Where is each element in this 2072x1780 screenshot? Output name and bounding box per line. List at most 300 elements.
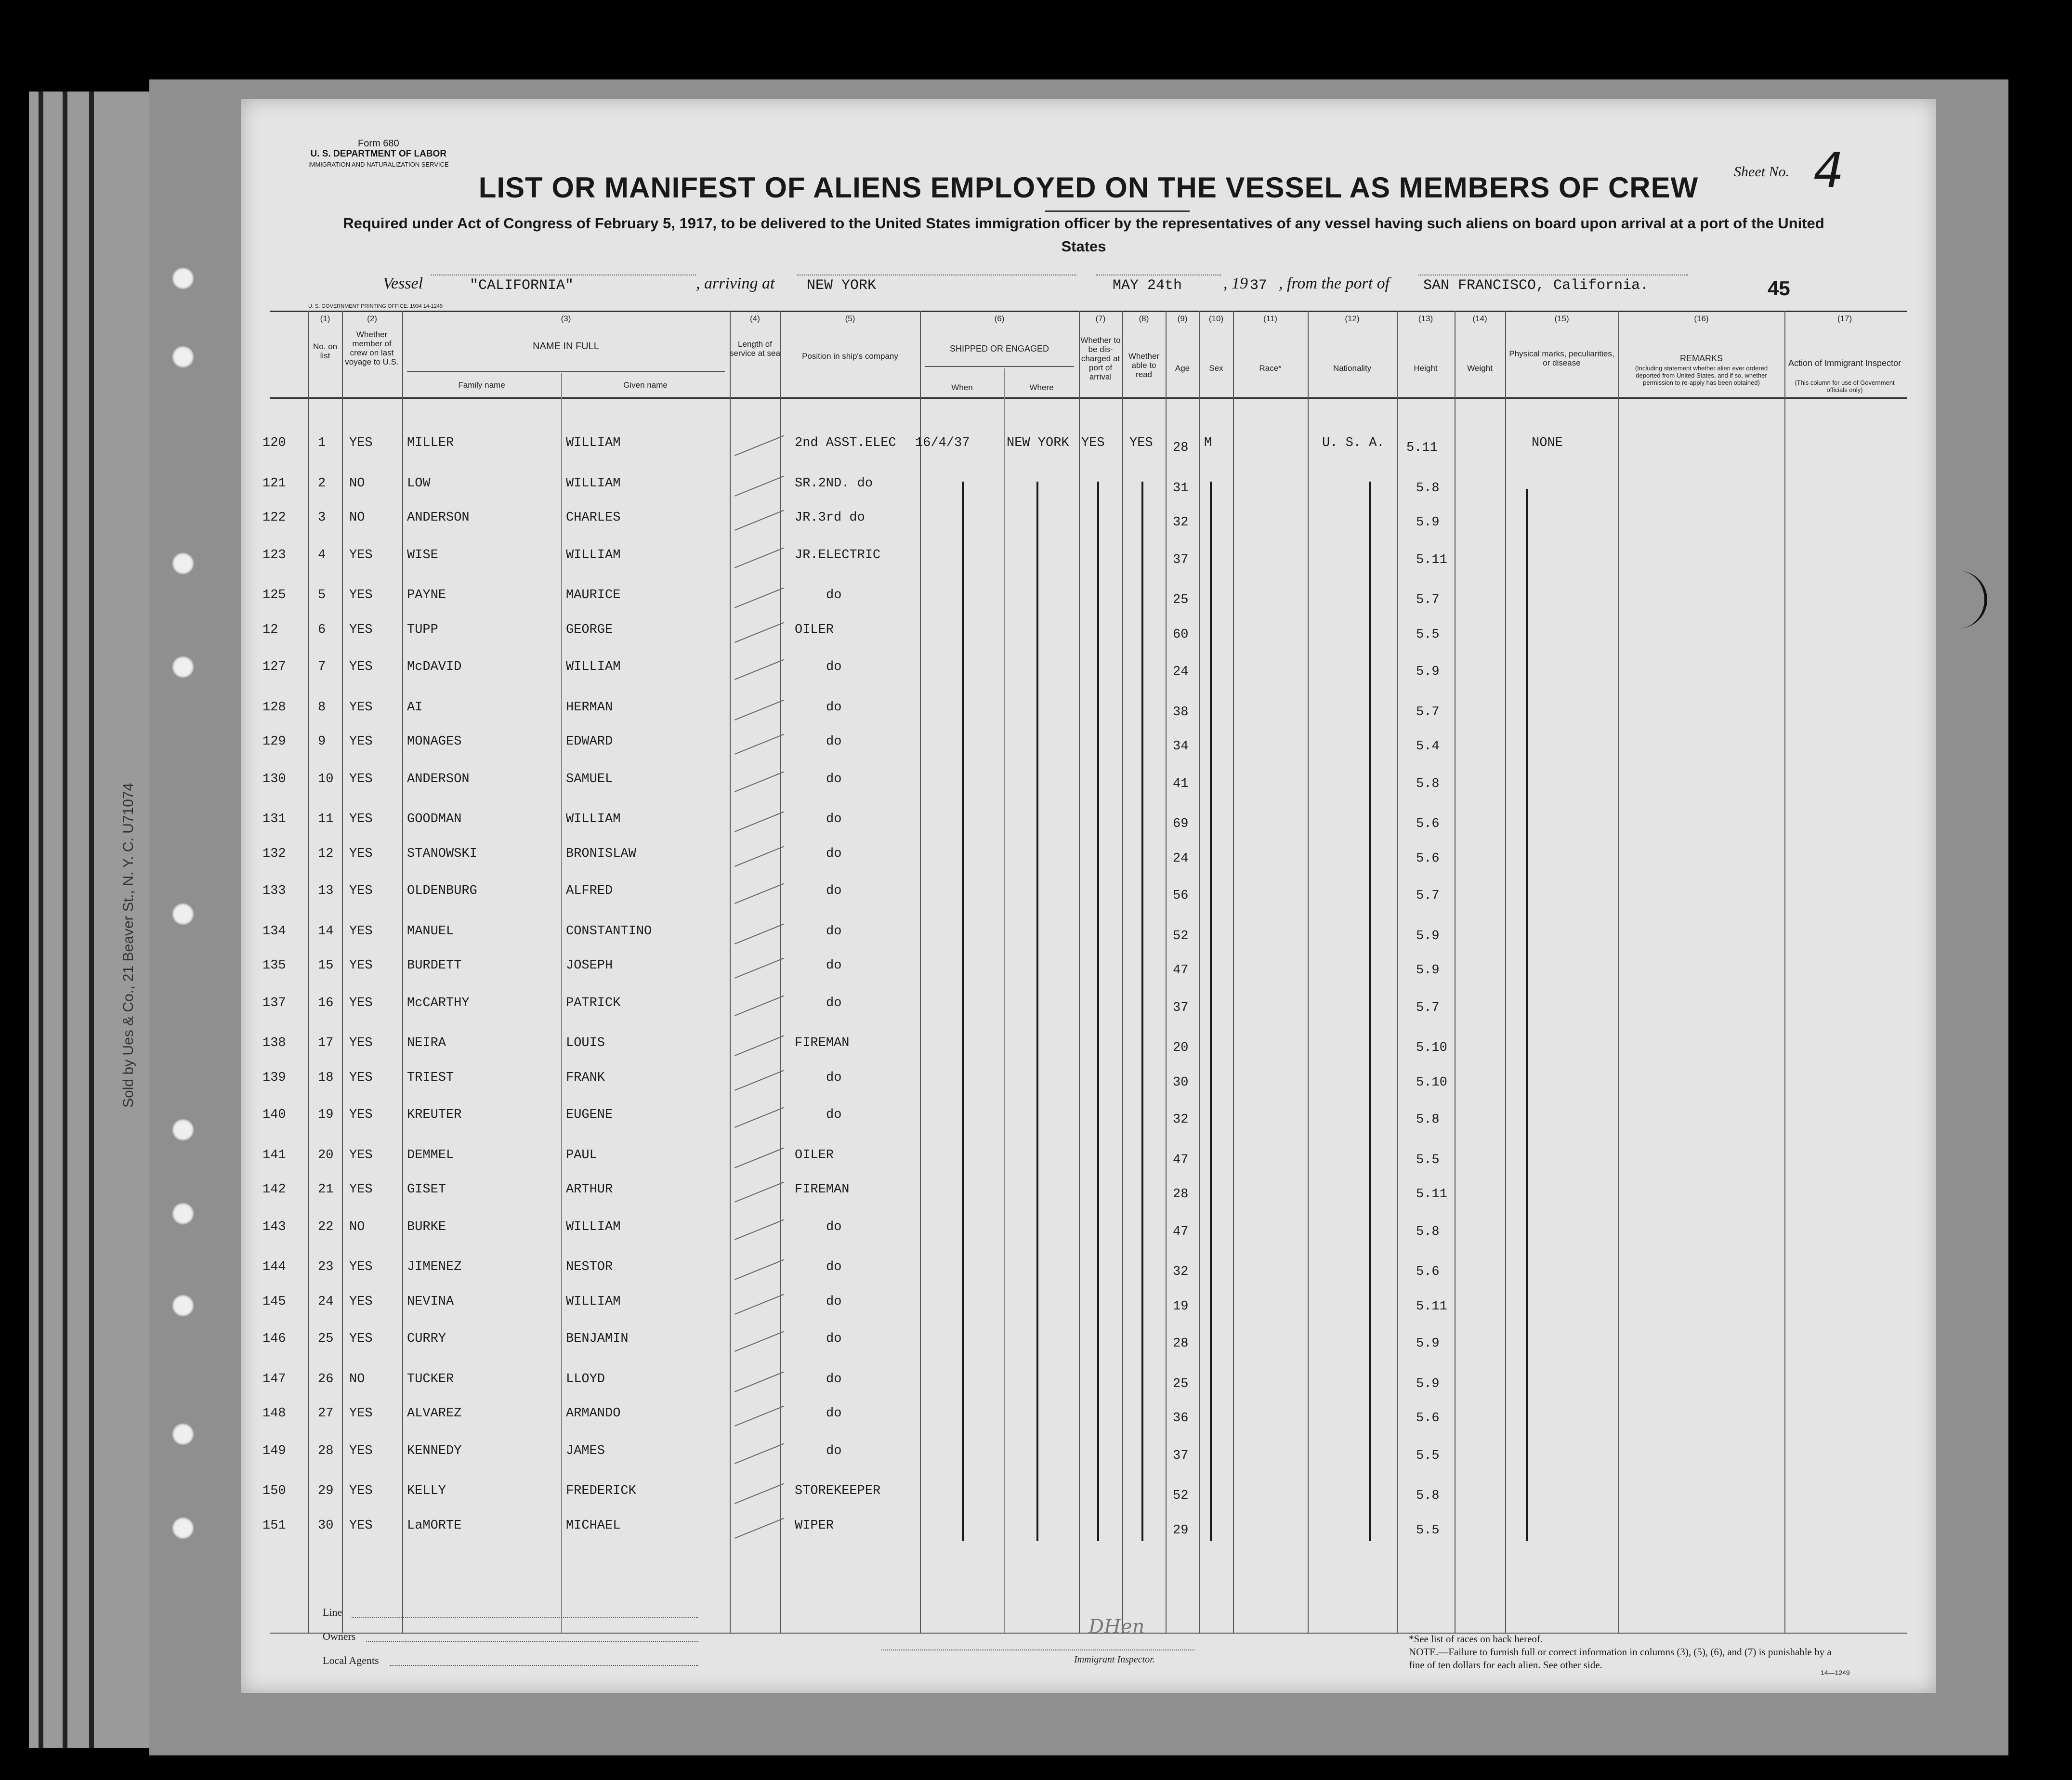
header-position: Position in ship's company [802, 352, 898, 361]
header-age: Age [1175, 364, 1190, 373]
sheet-label: Sheet No. [1734, 164, 1789, 180]
cell-given-name: GEORGE [566, 622, 613, 637]
cell-family-name: TUPP [407, 622, 438, 637]
cell-position: do [826, 924, 842, 939]
vessel-line [383, 275, 1857, 299]
ditto-line [962, 482, 964, 1541]
cell-member: NO [349, 1219, 365, 1234]
cell-family-name: ANDERSON [407, 510, 470, 525]
cell-family-name: CURRY [407, 1332, 446, 1346]
arrival-date: MAY 24th [1113, 277, 1182, 294]
length-service-mark [734, 475, 784, 496]
cell-position: do [826, 1443, 842, 1458]
arrival-port: NEW YORK [807, 277, 877, 294]
cell-member: YES [349, 924, 373, 939]
side-print: Sold by Ues & Co., 21 Beaver St., N. Y. C. U71074 [120, 783, 136, 1108]
cell-family-name: LaMORTE [407, 1518, 462, 1533]
cell-height: 5.6 [1416, 1265, 1440, 1279]
line-number: 120 [262, 436, 286, 450]
line-number: 130 [262, 772, 286, 786]
cell-height: 5.11 [1416, 552, 1447, 567]
inspector-signature: DHen [1088, 1616, 1145, 1638]
cell-no: 3 [318, 510, 326, 525]
cell-member: YES [349, 548, 373, 563]
cell-family-name: TUCKER [407, 1372, 454, 1387]
punch-hole [172, 903, 194, 925]
footer-agents-label: Local Agents [323, 1654, 379, 1666]
length-service-mark [734, 771, 784, 792]
cell-no: 9 [318, 734, 326, 749]
cell-family-name: NEIRA [407, 1036, 446, 1050]
cell-no: 11 [318, 812, 334, 826]
punch-hole [172, 267, 194, 289]
header-nationality: Nationality [1333, 364, 1372, 373]
from-port: SAN FRANCISCO, California. [1423, 277, 1649, 294]
line-number: 131 [262, 812, 286, 826]
length-service-mark [734, 1182, 784, 1203]
line-number: 127 [262, 660, 286, 674]
header-no-on-list: No. on list [313, 342, 338, 360]
length-service-mark [734, 435, 784, 456]
length-service-mark [734, 1443, 784, 1464]
cell-position: STOREKEEPER [795, 1484, 881, 1498]
line-number: 143 [262, 1219, 286, 1234]
cell-when: 16/4/37 [915, 436, 970, 450]
length-service-mark [734, 510, 784, 531]
cell-given-name: ARTHUR [566, 1182, 613, 1197]
col-num: (9) [1177, 314, 1188, 323]
header-remarks: REMARKS [1679, 353, 1723, 363]
inspector-label: Immigrant Inspector. [1074, 1654, 1155, 1665]
cell-position: SR.2ND. do [795, 476, 873, 491]
year-prefix: , 19 [1223, 275, 1248, 292]
length-service-mark [734, 1483, 784, 1504]
cell-no: 22 [318, 1219, 334, 1234]
col-num: (16) [1694, 314, 1709, 323]
col-num: (4) [750, 314, 760, 323]
line-number: 141 [262, 1148, 286, 1163]
cell-position: do [826, 734, 842, 749]
cell-no: 24 [318, 1294, 334, 1309]
cell-position: do [826, 995, 842, 1010]
ditto-line [1097, 482, 1099, 1541]
cell-age: 32 [1173, 1265, 1189, 1279]
cell-member: YES [349, 622, 373, 637]
line-number: 151 [262, 1518, 286, 1533]
cell-height: 5.5 [1416, 627, 1440, 642]
line-number: 137 [262, 995, 286, 1010]
manifest-sheet [241, 99, 1936, 1693]
cell-height: 5.9 [1416, 1376, 1440, 1391]
form-number: Form 680 [357, 138, 399, 149]
cell-member: YES [349, 958, 373, 973]
subtitle: Required under Act of Congress of February 5, 1917, to be delivered to the United States immigration officer by the representatives of any vessel having such aliens on board upon arrival at a port of the United States [343, 215, 1824, 255]
arriving-label: , arriving at [696, 275, 775, 292]
cell-height: 5.5 [1416, 1152, 1440, 1167]
cell-family-name: DEMMEL [407, 1148, 454, 1163]
ditto-line [1526, 489, 1528, 1541]
cell-no: 5 [318, 588, 326, 602]
cell-position: do [826, 1406, 842, 1421]
header-physical: Physical marks, peculiarities, or disease [1509, 349, 1614, 367]
col-num: (15) [1554, 314, 1569, 323]
header-family-name: Family name [458, 380, 505, 390]
length-service-mark [734, 734, 784, 755]
length-service-mark [734, 699, 784, 720]
cell-no: 20 [318, 1148, 334, 1163]
cell-given-name: LLOYD [566, 1372, 605, 1387]
cell-where: NEW YORK [1007, 436, 1069, 450]
cell-height: 5.7 [1416, 889, 1440, 903]
line-number: 133 [262, 884, 286, 898]
cell-discharged: YES [1081, 436, 1105, 450]
punch-hole [172, 1203, 194, 1225]
cell-member: YES [349, 1108, 373, 1122]
cell-sex: M [1204, 436, 1212, 450]
line-number: 121 [262, 476, 286, 491]
cell-family-name: NEVINA [407, 1294, 454, 1309]
cell-member: YES [349, 846, 373, 861]
line-number: 144 [262, 1260, 286, 1274]
cell-height: 5.7 [1416, 705, 1440, 720]
cell-age: 32 [1173, 1112, 1189, 1127]
cell-no: 27 [318, 1406, 334, 1421]
cell-no: 26 [318, 1372, 334, 1387]
ditto-line [1141, 482, 1143, 1541]
cell-family-name: GISET [407, 1182, 446, 1197]
cell-given-name: BRONISLAW [566, 846, 636, 861]
punch-hole [172, 656, 194, 678]
cell-age: 31 [1173, 481, 1189, 496]
cell-given-name: MICHAEL [566, 1518, 621, 1533]
note-races: *See list of races on back hereof. [1409, 1633, 1543, 1645]
length-service-mark [734, 995, 784, 1016]
cell-position: do [826, 588, 842, 602]
cell-no: 21 [318, 1182, 334, 1197]
cell-age: 52 [1173, 929, 1189, 943]
cell-member: YES [349, 1070, 373, 1085]
cell-no: 7 [318, 660, 326, 674]
cell-given-name: BENJAMIN [566, 1332, 629, 1346]
cell-given-name: WILLIAM [566, 548, 621, 563]
from-label: , from the port of [1279, 275, 1390, 292]
cell-age: 28 [1173, 441, 1189, 455]
cell-position: do [826, 846, 842, 861]
cell-member: YES [349, 660, 373, 674]
cell-height: 5.11 [1406, 441, 1438, 455]
cell-age: 25 [1173, 593, 1189, 607]
cell-no: 1 [318, 436, 326, 450]
punch-hole [172, 346, 194, 368]
col-num: (3) [561, 314, 571, 323]
cell-position: do [826, 1294, 842, 1309]
cell-no: 13 [318, 884, 334, 898]
vessel-label: Vessel [383, 275, 423, 292]
cell-age: 47 [1173, 1152, 1189, 1167]
line-number: 140 [262, 1108, 286, 1122]
cell-age: 37 [1173, 552, 1189, 567]
length-service-mark [734, 1331, 784, 1352]
cell-member: YES [349, 1260, 373, 1274]
header-length: Length of service at sea [730, 340, 780, 358]
page-number: 45 [1768, 277, 1790, 300]
header-race: Race* [1259, 364, 1282, 373]
cell-height: 5.11 [1416, 1187, 1447, 1202]
cell-physical: NONE [1532, 436, 1563, 450]
cell-no: 6 [318, 622, 326, 637]
cell-position: do [826, 1332, 842, 1346]
cell-no: 23 [318, 1260, 334, 1274]
cell-member: YES [349, 1036, 373, 1050]
cell-member: NO [349, 476, 365, 491]
cell-given-name: ALFRED [566, 884, 613, 898]
cell-nationality: U. S. A. [1322, 436, 1385, 450]
punch-hole [172, 1119, 194, 1141]
cell-position: FIREMAN [795, 1182, 850, 1197]
line-number: 145 [262, 1294, 286, 1309]
cell-family-name: BURDETT [407, 958, 462, 973]
cell-position: FIREMAN [795, 1036, 850, 1050]
header-action: Action of Immigrant Inspector [1788, 358, 1902, 368]
line-number: 134 [262, 924, 286, 939]
line-number: 128 [262, 700, 286, 715]
col-num: (1) [320, 314, 330, 323]
cell-age: 19 [1173, 1299, 1189, 1314]
header-name: NAME IN FULL [533, 341, 599, 352]
page-title: LIST OR MANIFEST OF ALIENS EMPLOYED ON THE VESSEL AS MEMBERS OF CREW [478, 171, 1699, 204]
cell-member: YES [349, 1148, 373, 1163]
cell-member: NO [349, 1372, 365, 1387]
cell-given-name: WILLIAM [566, 436, 621, 450]
line-number: 129 [262, 734, 286, 749]
cell-height: 5.8 [1416, 776, 1440, 791]
cell-age: 20 [1173, 1041, 1189, 1055]
cell-height: 5.9 [1416, 515, 1440, 530]
cell-family-name: JIMENEZ [407, 1260, 462, 1274]
cell-position: do [826, 812, 842, 826]
col-num: (2) [367, 314, 377, 323]
cell-height: 5.9 [1416, 1336, 1440, 1351]
cell-member: NO [349, 510, 365, 525]
cell-age: 60 [1173, 627, 1189, 642]
cell-no: 4 [318, 548, 326, 563]
cell-given-name: WILLIAM [566, 812, 621, 826]
cell-family-name: KELLY [407, 1484, 446, 1498]
header-member: Whether member of crew on last voyage to U.S. [345, 330, 399, 366]
service: IMMIGRATION AND NATURALIZATION SERVICE [308, 161, 449, 168]
cell-family-name: BURKE [407, 1219, 446, 1234]
cell-position: do [826, 700, 842, 715]
cell-no: 30 [318, 1518, 334, 1533]
cell-given-name: PAUL [566, 1148, 597, 1163]
cell-height: 5.6 [1416, 1411, 1440, 1426]
line-number: 147 [262, 1372, 286, 1387]
cell-position: do [826, 884, 842, 898]
col-num: (17) [1837, 314, 1852, 323]
col-num: (7) [1095, 314, 1106, 323]
length-service-mark [734, 1406, 784, 1427]
cell-age: 36 [1173, 1411, 1189, 1426]
line-number: 123 [262, 548, 286, 563]
cell-no: 14 [318, 924, 334, 939]
line-number: 148 [262, 1406, 286, 1421]
cell-no: 12 [318, 846, 334, 861]
cell-read: YES [1129, 436, 1153, 450]
cell-age: 56 [1173, 889, 1189, 903]
cell-position: do [826, 1070, 842, 1085]
punch-hole [172, 1517, 194, 1539]
cell-member: YES [349, 812, 373, 826]
length-service-mark [734, 659, 784, 680]
cell-height: 5.8 [1416, 1224, 1440, 1239]
cell-age: 24 [1173, 665, 1189, 679]
cell-family-name: AI [407, 700, 423, 715]
length-service-mark [734, 588, 784, 608]
col-num: (13) [1418, 314, 1433, 323]
cell-family-name: LOW [407, 476, 431, 491]
cell-position: JR.3rd do [795, 510, 865, 525]
cell-member: YES [349, 1332, 373, 1346]
cell-age: 47 [1173, 1224, 1189, 1239]
note-penalty: NOTE.—Failure to furnish full or correct information in columns (3), (5), (6), and (7) is punishable by a fine of ten dollars for each alien. See other side. [1409, 1646, 1832, 1671]
cell-no: 17 [318, 1036, 334, 1050]
cell-given-name: CHARLES [566, 510, 621, 525]
year-suffix: 37 [1250, 277, 1268, 294]
line-number: 150 [262, 1484, 286, 1498]
cell-family-name: STANOWSKI [407, 846, 477, 861]
line-number: 142 [262, 1182, 286, 1197]
header-height: Height [1414, 364, 1438, 373]
cell-height: 5.8 [1416, 1489, 1440, 1503]
header-when: When [951, 383, 973, 392]
length-service-mark [734, 811, 784, 832]
header-bottom-rule [270, 397, 1907, 399]
line-number: 125 [262, 588, 286, 602]
length-service-mark [734, 547, 784, 568]
cell-no: 18 [318, 1070, 334, 1085]
cell-height: 5.5 [1416, 1448, 1440, 1463]
header-shipped: SHIPPED OR ENGAGED [949, 344, 1049, 353]
cell-family-name: OLDENBURG [407, 884, 477, 898]
cell-age: 52 [1173, 1489, 1189, 1503]
cell-age: 29 [1173, 1523, 1189, 1538]
cell-given-name: WILLIAM [566, 476, 621, 491]
cell-height: 5.7 [1416, 593, 1440, 607]
cell-member: YES [349, 1294, 373, 1309]
length-service-mark [734, 1259, 784, 1280]
cell-member: YES [349, 1518, 373, 1533]
length-service-mark [734, 1518, 784, 1538]
cell-no: 28 [318, 1443, 334, 1458]
cell-age: 34 [1173, 739, 1189, 754]
cell-given-name: CONSTANTINO [566, 924, 652, 939]
length-service-mark [734, 1147, 784, 1168]
cell-given-name: EDWARD [566, 734, 613, 749]
length-service-mark [734, 1107, 784, 1128]
cell-age: 37 [1173, 1000, 1189, 1015]
line-number: 132 [262, 846, 286, 861]
ditto-line [1369, 482, 1371, 1541]
binder-strip [29, 92, 157, 1748]
cell-position: do [826, 1372, 842, 1387]
cell-given-name: PATRICK [566, 995, 621, 1010]
cell-height: 5.5 [1416, 1523, 1440, 1538]
cell-member: YES [349, 995, 373, 1010]
col-num: (11) [1263, 314, 1277, 323]
col-num: (8) [1139, 314, 1149, 323]
cell-member: YES [349, 588, 373, 602]
cell-given-name: WILLIAM [566, 1219, 621, 1234]
cell-given-name: WILLIAM [566, 660, 621, 674]
cell-family-name: TRIEST [407, 1070, 454, 1085]
cell-age: 41 [1173, 776, 1189, 791]
cell-family-name: KREUTER [407, 1108, 462, 1122]
cell-no: 25 [318, 1332, 334, 1346]
cell-age: 37 [1173, 1448, 1189, 1463]
cell-family-name: MONAGES [407, 734, 462, 749]
cell-age: 24 [1173, 851, 1189, 866]
cell-position: WIPER [795, 1518, 834, 1533]
col-num: (14) [1472, 314, 1487, 323]
cell-height: 5.10 [1416, 1041, 1447, 1055]
line-number: 12 [262, 622, 278, 637]
punch-hole [172, 1423, 194, 1445]
cell-no: 19 [318, 1108, 334, 1122]
cell-age: 32 [1173, 515, 1189, 530]
cell-given-name: ARMANDO [566, 1406, 621, 1421]
cell-member: YES [349, 700, 373, 715]
footer-line-label: Line [323, 1606, 342, 1618]
cell-member: YES [349, 884, 373, 898]
cell-height: 5.4 [1416, 739, 1440, 754]
col-num: (5) [845, 314, 855, 323]
vessel-name: "CALIFORNIA" [470, 277, 574, 294]
cell-member: YES [349, 1484, 373, 1498]
cell-age: 28 [1173, 1187, 1189, 1202]
footer-owners-label: Owners [323, 1630, 356, 1642]
cell-given-name: FREDERICK [566, 1484, 636, 1498]
header-weight: Weight [1467, 364, 1493, 373]
length-service-mark [734, 1219, 784, 1240]
cell-member: YES [349, 772, 373, 786]
cell-height: 5.6 [1416, 817, 1440, 831]
length-service-mark [734, 1035, 784, 1056]
cell-height: 5.11 [1416, 1299, 1447, 1314]
cell-position: do [826, 1219, 842, 1234]
cell-family-name: McDAVID [407, 660, 462, 674]
length-service-mark [734, 1294, 784, 1314]
cell-age: 28 [1173, 1336, 1189, 1351]
cell-age: 30 [1173, 1075, 1189, 1090]
cell-family-name: MANUEL [407, 924, 454, 939]
cell-family-name: PAYNE [407, 588, 446, 602]
cell-family-name: KENNEDY [407, 1443, 462, 1458]
cell-height: 5.6 [1416, 851, 1440, 866]
col-num: (12) [1345, 314, 1360, 323]
cell-height: 5.10 [1416, 1075, 1447, 1090]
length-service-mark [734, 1070, 784, 1090]
cell-family-name: MILLER [407, 436, 454, 450]
header-discharged: Whether to be dis- charged at port of arrival [1080, 336, 1121, 381]
cell-position: JR.ELECTRIC [795, 548, 881, 563]
cell-age: 25 [1173, 1376, 1189, 1391]
cell-height: 5.9 [1416, 929, 1440, 943]
ditto-line [1210, 482, 1212, 1541]
cell-member: YES [349, 1182, 373, 1197]
cell-height: 5.9 [1416, 665, 1440, 679]
cell-position: OILER [795, 1148, 834, 1163]
header-given-name: Given name [623, 380, 668, 390]
